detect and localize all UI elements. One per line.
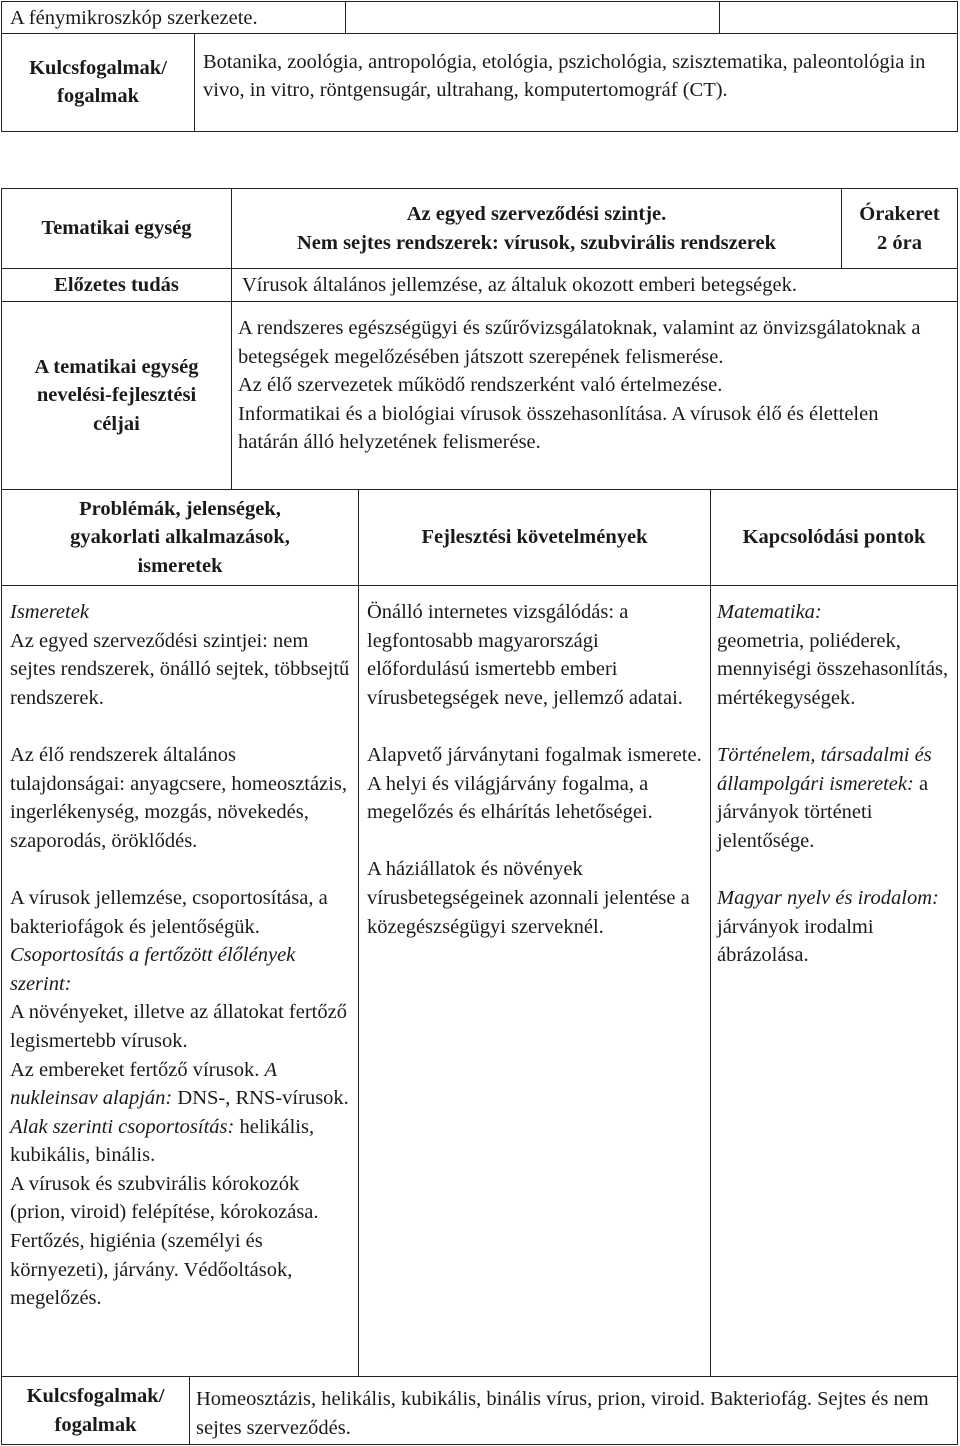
col3-hist-text: a járványok történeti jelentősége.: [717, 772, 929, 852]
top-key-label-line1: Kulcsfogalmak/: [29, 56, 167, 79]
hours-value: 2 óra: [877, 231, 922, 254]
col2-para-3: A háziállatok és növények vírusbetegségeinek azonnali jelentése a közegészségügyi szerveknél.: [367, 858, 690, 938]
bottom-key-text-cell: [190, 1377, 958, 1445]
col1-para-3g: Alak szerinti csoportosítás:: [10, 1115, 235, 1138]
bottom-key-text: Homeosztázis, helikális, kubikális, binális vírus, prion, viroid. Bakteriofág. Sejtes és nem sejtes szerveződés.: [196, 1388, 929, 1439]
col3-lit: [717, 884, 951, 970]
goals-text-3: Informatikai és a biológiai vírusok összehasonlítása. A vírusok élő és élettelen határán álló helyzetének felismerése.: [238, 402, 879, 454]
col1-para-3a: A vírusok jellemzése, csoportosítása, a bakteriofágok és jelentőségük.: [10, 886, 328, 938]
top-key-text-cell: [195, 33, 958, 131]
top-empty-cell-1: [346, 2, 720, 34]
col1-para-3f: DNS-, RNS-vírusok.: [172, 1087, 349, 1110]
main-table: [1, 489, 958, 1377]
goals-label-line1: A tematikai egység: [34, 355, 199, 378]
col1-para-2: Az élő rendszerek általános tulajdonságai: anyagcsere, homeosztázis, ingerlékenység, mozgás, növekedés, szaporodás, öröklődés.: [10, 743, 347, 852]
top-title: A fénymikroszkóp szerkezete.: [10, 7, 258, 29]
unit-title-line1: Az egyed szerveződési szintje.: [406, 202, 667, 225]
col1-header-line3: ismeretek: [137, 554, 223, 577]
col3-hist-label: Történelem, társadalmi és állampolgári ismeretek:: [717, 743, 932, 795]
col2-body-cell: [359, 586, 711, 1377]
col1-para-3e: A nukleinsav alapján:: [10, 1058, 277, 1110]
goals-label-cell: [2, 302, 232, 490]
col1-header-line2: gyakorlati alkalmazások,: [70, 526, 290, 549]
col3-header: Kapcsolódási pontok: [742, 526, 926, 549]
top-key-label-line2: fogalmak: [57, 85, 139, 108]
prior-text-cell: [232, 269, 958, 302]
top-table: [1, 1, 958, 132]
col3-math-label: Matematika:: [717, 601, 822, 623]
col1-para-3d: Az embereket fertőző vírusok.: [10, 1058, 265, 1081]
prior-text: Vírusok általános jellemzése, az általuk okozott emberi betegségek.: [242, 273, 798, 296]
col1-header-cell: [2, 490, 359, 586]
top-key-text: Botanika, zoológia, antropológia, etológia, pszichológia, szisztematika, paleontológia in vivo, in vitro, röntgensugár, ultrahang, komputertomográf (CT).: [203, 50, 926, 102]
top-key-label-cell: [2, 33, 195, 131]
hours-label: Órakeret: [859, 202, 940, 225]
unit-table: [1, 188, 958, 490]
col1-para-3c: A növényeket, illetve az állatokat fertőző legismertebb vírusok.: [10, 1001, 347, 1052]
unit-title-cell: [232, 189, 842, 269]
col2-para-2: Alapvető járványtani fogalmak ismerete. A helyi és világjárvány fogalma, a megelőzés és elhárítás lehetőségei.: [367, 743, 702, 824]
col1-para-3h: helikális, kubikális, binális.: [10, 1115, 315, 1167]
col2-header-cell: [359, 490, 711, 586]
col3-header-cell: [711, 490, 958, 586]
col1-para-1: Az egyed szerveződési szintjei: nem sejtes rendszerek, önálló sejtek, többsejtű rendszerek.: [10, 629, 350, 709]
prior-label: Előzetes tudás: [54, 273, 179, 296]
hours-cell: [842, 189, 958, 269]
unit-title-line2: Nem sejtes rendszerek: vírusok, szubvirális rendszerek: [296, 231, 777, 254]
col2-header: Fejlesztési követelmények: [421, 526, 648, 549]
top-empty-cell-2: [720, 2, 958, 34]
col1-para-3i: A vírusok és szubvirális kórokozók (prion, viroid) felépítése, kórokozása. Fertőzés, higiénia (személyi és környezeti), járvány. Védőoltások, megelőzés.: [10, 1172, 319, 1310]
col3-body-cell: [711, 586, 958, 1377]
goals-text-cell: [232, 302, 958, 490]
col3-lit-label: Magyar nyelv és irodalom:: [717, 886, 939, 909]
bottom-key-label-cell: [2, 1377, 190, 1445]
unit-label-cell: [2, 189, 232, 269]
unit-label: Tematikai egység: [41, 217, 192, 240]
col1-para-3d-block: [10, 1056, 350, 1170]
goals-text-2: Az élő szervezetek működő rendszerként való értelmezése.: [238, 374, 723, 397]
goals-label-line3: céljai: [93, 412, 140, 435]
top-title-cell: [2, 2, 346, 34]
col1-header-line1: Problémák, jelenségek,: [79, 497, 281, 520]
col3-lit-text: járványok irodalmi ábrázolása.: [717, 915, 874, 967]
col3-hist: [717, 741, 951, 855]
bottom-key-label-line2: fogalmak: [54, 1413, 137, 1436]
col3-math-text: geometria, poliéderek, mennyiségi összehasonlítás, mértékegységek.: [717, 629, 949, 709]
goals-label-line2: nevelési-fejlesztési: [36, 384, 197, 407]
ismeretek-heading: Ismeretek: [10, 601, 89, 623]
col1-body-cell: [2, 586, 359, 1377]
bottom-table: [1, 1376, 958, 1445]
col1-para-3b: Csoportosítás a fertőzött élőlények szerint:: [10, 944, 296, 995]
prior-label-cell: [2, 269, 232, 302]
goals-text-1: A rendszeres egészségügyi és szűrővizsgálatoknak, valamint az önvizsgálatoknak a betegségek megelőzésében játszott szerepének felismerése.: [238, 317, 921, 368]
col1-para-3: [10, 884, 350, 998]
bottom-key-label-line1: Kulcsfogalmak/: [26, 1384, 165, 1407]
col2-para-1: Önálló internetes vizsgálódás: a legfontosabb magyarországi előfordulású ismertebb emberi vírusbetegségek neve, jellemző adatai.: [367, 601, 683, 709]
